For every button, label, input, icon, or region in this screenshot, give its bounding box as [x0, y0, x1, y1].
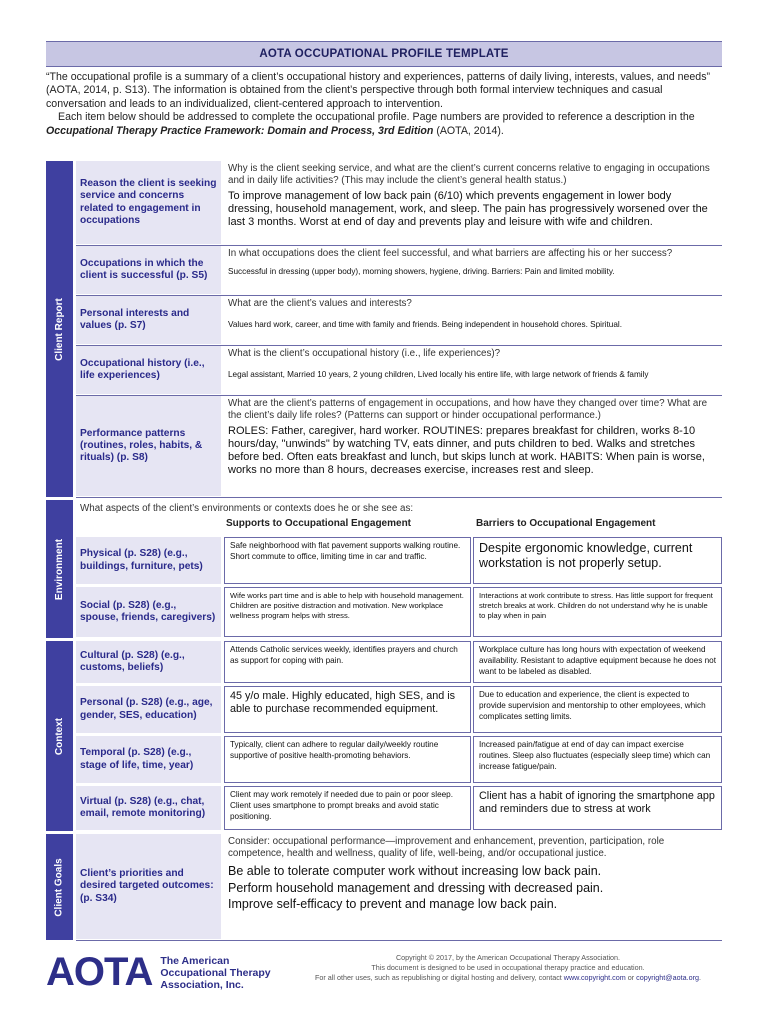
row-answer: ROLES: Father, caregiver, hard worker. ROUTINES: prepares breakfast for children, works 8-10 hours/day, "unwinds" by watching TV, eats dinner, and puts children to bed. Walks and stretches before bed. Often eats breakfast and lunch, but skips lunch at work. HABITS: When pain is worse, works no more than 8 hours, decreases exercise, increases rest and sleep.	[228, 425, 705, 476]
row-question: What are the client’s values and interests?	[228, 298, 412, 309]
row-label: Physical (p. S28) (e.g., buildings, furniture, pets)	[76, 537, 221, 584]
row-answer: Legal assistant, Married 10 years, 2 young children, Lived locally his entire life, with large network of friends & family	[228, 370, 649, 379]
supports-column-header: Supports to Occupational Engagement	[226, 518, 412, 529]
row-label: Performance patterns (routines, roles, habits, & rituals) (p. S8)	[76, 396, 221, 496]
barriers-cell: Despite ergonomic knowledge, current workstation is not properly setup.	[473, 537, 722, 584]
environment-row-social	[76, 587, 722, 638]
barriers-cell: Due to education and experience, the client is expected to provide supervision and mentorship to other employees, which complicates setting limits.	[473, 686, 722, 733]
client-report-row	[76, 296, 722, 346]
client-report-row	[76, 246, 722, 296]
page-title: AOTA OCCUPATIONAL PROFILE TEMPLATE	[46, 41, 722, 67]
supports-cell: Wife works part time and is able to help with household management. Children are positive distraction and motivation. New workplace wellness program helps with stress.	[224, 587, 471, 637]
env-context-header	[76, 500, 722, 536]
barriers-cell: Increased pain/fatigue at end of day can impact exercise routines. Sleep also fluctuates (especially sleep time) which can increase fatigue/pain.	[473, 736, 722, 783]
section-environment: Environment	[46, 500, 73, 638]
section-client-goals: Client Goals	[46, 834, 73, 940]
row-label: Cultural (p. S28) (e.g., customs, beliefs)	[76, 641, 221, 683]
barriers-cell: Workplace culture has long hours with expectation of weekend availability. Resistant to adaptive equipment because he does not want to be labeled as disabled.	[473, 641, 722, 683]
supports-cell: 45 y/o male. Highly educated, high SES, and is able to purchase recommended equipment.	[224, 686, 471, 733]
row-label: Social (p. S28) (e.g., spouse, friends, caregivers)	[76, 587, 221, 637]
row-question: What are the client’s patterns of engagement in occupations, and how have they changed over time? What are the client’s daily life roles? (Patterns can support or hinder occupational performance.)	[228, 398, 708, 421]
context-row-cultural	[76, 641, 722, 684]
row-label: Occupational history (i.e., life experiences)	[76, 346, 221, 394]
association-name: The American Occupational Therapy Association, Inc.	[160, 954, 271, 991]
row-label: Virtual (p. S28) (e.g., chat, email, remote monitoring)	[76, 786, 221, 830]
row-label: Client’s priorities and desired targeted outcomes: (p. S34)	[76, 834, 221, 939]
row-answer: To improve management of low back pain (6/10) which prevents engagement in lower body dressing, household management, work, and sleep. The pain has progressively worsened over the last 3 months. Worst at end of day and prevents play and leisure with wife and children.	[228, 190, 708, 228]
client-goals-row	[76, 834, 722, 941]
row-answer: Successful in dressing (upper body), morning showers, hygiene, driving. Barriers: Pain and limited mobility.	[228, 267, 615, 276]
context-row-virtual	[76, 786, 722, 831]
row-content	[224, 296, 722, 344]
row-content	[224, 346, 722, 394]
email-link[interactable]: copyright@aota.org	[636, 973, 699, 982]
env-question: What aspects of the client’s environments or contexts does he or she see as:	[80, 503, 414, 514]
row-content	[224, 396, 722, 496]
row-content	[224, 246, 722, 294]
barriers-cell: Interactions at work contribute to stress. Has little support for frequent stretch breaks at work. Children do not understand why he is unable to play when in pain	[473, 587, 722, 637]
client-report-row	[76, 396, 722, 498]
client-report-row	[76, 346, 722, 396]
copyright-link[interactable]: www.copyright.com	[563, 973, 626, 982]
intro-paragraph-2: Each item below should be addressed to complete the occupational profile. Page numbers are provided to reference a description in the Occupational Therapy Practice Framework: Domain and Process, 3rd Edition (AOTA, 2014).	[46, 111, 695, 137]
framework-title: Occupational Therapy Practice Framework: Domain and Process, 3rd Edition	[46, 124, 434, 137]
row-label: Temporal (p. S28) (e.g., stage of life, time, year)	[76, 736, 221, 783]
section-context: Context	[46, 641, 73, 831]
row-question: In what occupations does the client feel successful, and what barriers are affecting his or her success?	[228, 248, 673, 259]
aota-logo	[46, 950, 271, 995]
supports-cell: Typically, client can adhere to regular daily/weekly routine supportive of positive health-promoting behaviors.	[224, 736, 471, 783]
environment-row-physical	[76, 537, 722, 585]
context-row-temporal	[76, 736, 722, 784]
client-report-row	[76, 161, 722, 246]
row-question: Why is the client seeking service, and what are the client’s current concerns relative to engaging in occupations and in daily life activities? (This may include the client’s general health status.)	[228, 163, 710, 186]
row-content	[224, 161, 722, 244]
goal-item: Improve self-efficacy to prevent and manage low back pain.	[228, 897, 558, 911]
row-label: Occupations in which the client is successful (p. S5)	[76, 246, 221, 294]
intro-paragraph-1: “The occupational profile is a summary of a client’s occupational history and experiences, patterns of daily living, interests, values, and needs” (AOTA, 2014, p. S13). The information is obtained from the client’s perspective through both formal interview techniques and casual conversation and leads to an individualized, client-centered approach to intervention.	[46, 71, 711, 110]
barriers-column-header: Barriers to Occupational Engagement	[476, 518, 656, 529]
section-client-report: Client Report	[46, 161, 73, 497]
intro-text	[46, 71, 722, 138]
row-question: What is the client’s occupational history (i.e., life experiences)?	[228, 348, 501, 359]
supports-cell: Client may work remotely if needed due to pain or poor sleep. Client uses smartphone to prompt breaks and avoid static positioning.	[224, 786, 471, 830]
context-row-personal	[76, 686, 722, 734]
row-content	[224, 834, 722, 939]
row-label: Reason the client is seeking service and concerns related to engagement in occupations	[76, 161, 221, 244]
supports-cell: Safe neighborhood with flat pavement supports walking routine. Short commute to office, limiting time in car and traffic.	[224, 537, 471, 584]
row-label: Personal (p. S28) (e.g., age, gender, SES, education)	[76, 686, 221, 733]
goal-item: Be able to tolerate computer work without increasing low back pain.	[228, 864, 602, 878]
goal-item: Perform household management and dressing with decreased pain.	[228, 880, 604, 895]
row-answer: Values hard work, career, and time with family and friends. Being independent in household chores. Spiritual.	[228, 320, 622, 329]
barriers-cell: Client has a habit of ignoring the smartphone app and reminders due to stress at work	[473, 786, 722, 830]
row-label: Personal interests and values (p. S7)	[76, 296, 221, 344]
copyright-notice: Copyright © 2017, by the American Occupational Therapy Association. This document is designed to be used in occupational therapy practice and education. For all other uses, such as republishing or digital hosting and delivery, contact www.copyright.com or copyright@aota.org.	[315, 953, 701, 982]
aota-wordmark: AOTA	[46, 950, 153, 994]
goals-question: Consider: occupational performance—improvement and enhancement, prevention, participation, role competence, health and wellness, quality of life, well-being, and/or occupational justice.	[228, 836, 665, 859]
supports-cell: Attends Catholic services weekly, identifies prayers and church as support for coping with pain.	[224, 641, 471, 683]
